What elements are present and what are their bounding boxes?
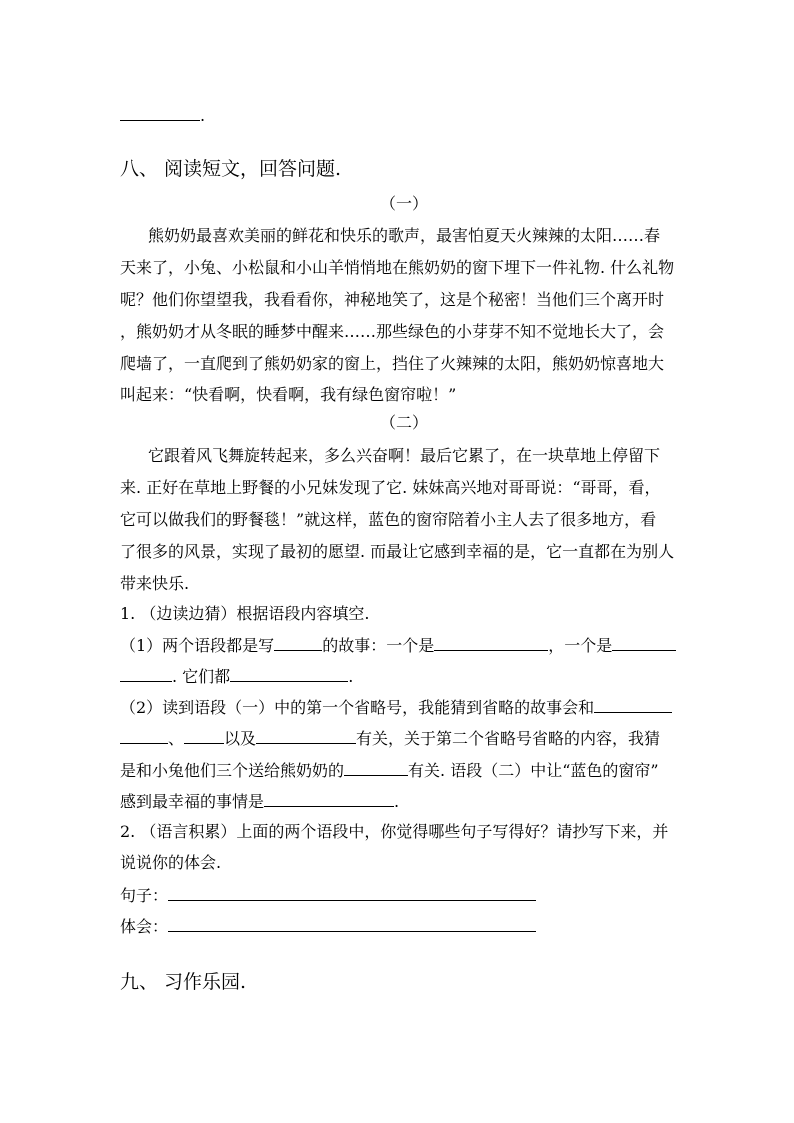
answer-blank[interactable] [184,727,224,744]
answer-blank[interactable] [120,727,168,744]
top-answer-line [120,104,205,126]
passage2-line: 带来快乐. [120,574,190,593]
section8-title: 八、 阅读短文，回答问题. [120,158,342,180]
passage1-line: 呢？他们你望望我，我看看你，神秘地笑了，这是个秘密！当他们三个离开时 [120,290,665,309]
passage1-line: 天来了，小兔、小松鼠和小山羊悄悄地在熊奶奶的窗下埋下一件礼物. 什么礼物 [120,258,675,277]
answer-blank[interactable] [256,727,356,744]
q1-part2-line2: 、 以及 有关，关于第二个省略号省略的内容，我猜 [120,727,660,749]
q1-part1-line2: . 它们都 . [120,665,353,687]
q2-line2: 说说你的体会. [120,853,222,872]
q2-line1: 2. （语言积累）上面的两个语段中，你觉得哪些句子写得好？请抄写下来，并 [120,822,669,841]
feeling-answer-line[interactable] [168,915,536,932]
passage2-line: 它可以做我们的野餐毯！”就这样，蓝色的窗帘陪着小主人去了很多地方，看 [120,510,657,529]
period: . [200,106,206,125]
passage2-line: 了很多的风景，实现了最初的愿望. 而最让它感到幸福的是，它一直都在为别人 [120,542,675,561]
passage2-heading: （二） [380,413,429,432]
q1-title: 1. （边读边猜）根据语段内容填空. [120,604,370,623]
sentence-answer-line[interactable] [168,884,536,901]
answer-blank[interactable] [594,696,672,713]
section9-title: 九、 习作乐园. [120,971,247,993]
answer-blank[interactable] [434,634,548,651]
passage1-line: 熊奶奶最喜欢美丽的鲜花和快乐的歌声，最害怕夏天火辣辣的太阳……春 [148,226,661,245]
sentence-row [120,884,536,906]
answer-blank[interactable] [264,790,394,807]
sentence-label: 句子： [120,886,169,905]
answer-blank[interactable] [344,759,408,776]
passage1-line: ，熊奶奶才从冬眠的睡梦中醒来……那些绿色的小芽芽不知不觉地长大了，会 [120,322,665,341]
feeling-row [120,915,536,937]
q1-part1-line1: （1）两个语段都是写 的故事：一个是 ，一个是 [120,634,676,656]
passage1-line: 叫起来：“快看啊，快看啊，我有绿色窗帘啦！” [120,385,457,404]
passage1-line: 爬墙了，一直爬到了熊奶奶家的窗上，挡住了火辣辣的太阳，熊奶奶惊喜地大 [120,354,665,373]
answer-blank[interactable] [120,104,200,121]
q1-part2-line3: 是和小兔他们三个送给熊奶奶的 有关. 语段（二）中让“蓝色的窗帘” [120,761,659,780]
feeling-label: 体会： [120,917,169,936]
answer-blank[interactable] [612,634,676,651]
answer-blank[interactable] [230,665,348,682]
passage2-line: 它跟着风飞舞旋转起来，多么兴奋啊！最后它累了，在一块草地上停留下 [148,446,661,465]
passage2-line: 来. 正好在草地上野餐的小兄妹发现了它. 妹妹高兴地对哥哥说：“哥哥，看， [120,478,661,497]
q1-part2-line1: （2）读到语段（一）中的第一个省略号，我能猜到省略的故事会和 [120,696,672,718]
answer-blank[interactable] [120,665,172,682]
q1-part2-line4: 感到最幸福的事情是 . [120,792,400,811]
answer-blank[interactable] [274,634,322,651]
passage1-heading: （一） [380,194,429,213]
